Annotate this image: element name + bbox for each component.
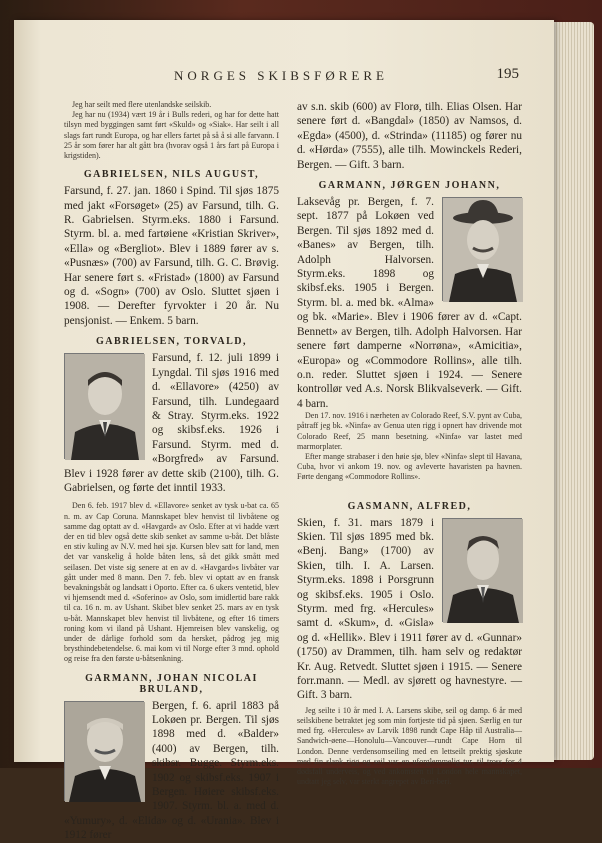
- entry-cont-garmann-johan: av s.n. skib (600) av Florø, tilh. Elias Olsen. Har senere ført d. «Bangdal» (1850) av Namsos, d. «Egda» (4500), d. «Strinda» (11185) og fører nu d. «Hørda» (7555), alle tilh. Mowinckels Rederi, Bergen. — Gift. 3 barn.: [297, 101, 522, 171]
- intro-note-2: Jeg har nu (1934) vært 19 år i Bulls rederi, og har for dette hatt tilsyn med byggingen samt ført «Skuld» og «Siak». Har seilt i all slags fart rundt Europa, og har ellers fartet på så å si alle farvann. I 25 år som fører har alt gått bra (hvorav også 1 års fart på Europa i krigstiden).: [64, 110, 279, 161]
- entry-heading-gabrielsen-torvald: GABRIELSEN, TORVALD,: [95, 336, 248, 348]
- entry-note-garmann-jorgen-2: Efter mange strabaser i den høie sjø, blev «Ninfa» slept til Havana, Cuba, hvor vi ankom 19. nov. og avleverte havaristen pa havnen. Førte dengang «Commodore Rollins».: [297, 451, 522, 482]
- page-edges: [548, 22, 594, 760]
- entry-body-garmann-jorgen: Laksevåg pr. Bergen, f. 7. sept. 1877 på Lokøen ved Bergen. Til sjøs 1892 med d. «Banes» av Bergen, tilh. Adolph Halvorsen. Styrm.eks. 1898 og skibsf.eks. 1905 i Bergen. Styrm. bl. a. med bk. «Alma» og bk. «Marie». Blev i 1906 fører av d. «Capt. Bennett» av Bergen, tilh. Adolph Halvorsen. Har senere ført damperne «Norrøna», «Amicitia», «Europa» og «Commodore Rollins», alle tilh. o.n. reder. Sluttet sjøen i 1924. — Senere kontrollør ved A.s. Norsk Blikvalseverk. — Gift. 4 barn.: [297, 196, 522, 410]
- running-title: NORGES SKIBSFØRERE: [174, 68, 388, 83]
- book-page: [14, 20, 554, 842]
- entry-note-gabrielsen-torvald: Den 6. feb. 1917 blev d. «Ellavore» senket av tysk u-bat ca. 65 n. m. av Cap Coruna. Mannskapet blev henvist til livbåtene og samme dag optatt av d. «Havgard» av Oslo. Efter at vi hadde vært der en tid blev også dette skib senket av samme u-båt. Det blåste en stiv kuling av N.V. med høi sjø. Kursen blev satt for land, men det var vanskelig å holde båten lens, så det gikk smått med seilasen. Det viste sig senere at en av d. «Havgard»s livbåter var gått under med 8 mann. Den 7. feb. blev vi optatt av en fransk bevakningsbåt og landsatt i Oporto. Efter ca. 6 ukers ventetid, blev vi hjemsendt med d. «Soferino» av Oslo, som imidlertid bare rakk til ca. 16 n. m. av Ushant. Skibet blev senket 25. mars av en tysk u-båt. Mannskapet blev henvist til livbåtene, og efter 16 timers roning kom vi iland på Ushant. Hjemreisen blev vanskelig, og under de dårlige forhold som da hersket, pådrog jeg mig brysthindebetendelse. 6. mai kom vi til Norge efter 3 mnd. ophold og reise fra den første u-båtsenkning.: [64, 501, 279, 664]
- intro-note-1: Jeg har seilt med flere utenlandske seilskib.: [72, 100, 212, 109]
- portrait-gasmann-alfred: [442, 518, 522, 622]
- portrait-garmann-johan: [64, 701, 144, 801]
- entry-heading-gabrielsen-nils: GABRIELSEN, NILS AUGUST,: [83, 169, 260, 181]
- page-number: 195: [496, 66, 519, 82]
- left-column: [64, 100, 279, 843]
- entry-note-gasmann-alfred: Jeg seilte i 10 år med I. A. Larsens skibe, seil og damp. 6 år med seilskibene betraktet jeg som min fortjeste tid på sjøen. Særlig en tur med frg. «Hercules» av Larvik 1898 rundt Cape Håp til Australia—Sandwich-øene—Honolulu—Vancouver—rundt Cape Horn til London. Denne verdensomseiling med en lettseilt prektig sjøskute med fin slank rigg og seil var en uforglemmelig tur, til tross for 4 dødsfall underveis, og ved ankomsten til London hele mannskapet, undtatt jeg selv, var sterkt angrepet av Beri-beri.: [297, 705, 522, 787]
- portrait-garmann-jorgen: [442, 197, 522, 301]
- page-header: [54, 66, 519, 86]
- entry-heading-garmann-jorgen: GARMANN, JØRGEN JOHANN,: [318, 180, 501, 192]
- entry-heading-garmann-johan: GARMANN, JOHAN NICOLAI BRULAND,: [85, 672, 258, 695]
- entry-body-gabrielsen-torvald: Farsund, f. 12. juli 1899 i Lyngdal. Til sjøs 1916 med d. «Ellavore» (4250) av Farsund, tilh. Lundegaard & Stray. Styrm.eks. 1922 og skibsf.eks. 1926 i Farsund. Styrm. med d. «Borgfred» av Farsund. Blev i 1928 fører av dette skib (2100), tilh. G. Gabrielsen, og førte det inntil 1933.: [64, 352, 279, 494]
- entry-heading-gasmann-alfred: GASMANN, ALFRED,: [347, 500, 472, 512]
- entry-body-gasmann-alfred: Skien, f. 31. mars 1879 i Skien. Til sjøs 1895 med bk. «Benj. Bang» (1700) av Skien, tilh. I. A. Larsen. Styrm.eks. 1898 i Porsgrunn og skibsf.eks. 1905 i Oslo. Styrm. med frg. «Hercules» samt d. «Skum», d. «Gisla» og d. «Hellik». Blev i 1911 fører av d. «Gunnar» (1750) av Drammen, tilh. ham selv og redaktør Kr. Aug. Retvedt. Sluttet sjøen i 1915. — Senere forr.mann. — Medl. av sjørett og havnestyre. — Gift. 3 barn.: [297, 516, 522, 702]
- portrait-gabrielsen-torvald: [64, 353, 144, 459]
- entry-body-gabrielsen-nils: Farsund, f. 27. jan. 1860 i Spind. Til sjøs 1875 med jakt «Forsøget» (25) av Farsund, tilh. G. R. Gabrielsen. Styrm.eks. 1880 i Farsund. Styrm. bl. a. med fartøiene «Kristian Skriver», «Ella» og «Bergliot». Blev i 1889 fører av s. «Pusnæs» (700) av Farsund, tilh. G. C. Brøvig. Har senere ført s. «Fristad» (1800) av Farsund og d. «Sogn» (700) av Oslo. Sluttet sjøen i 1908. — Derefter fyrvokter i 20 år. Nu pensjonist. — Enkem. 5 barn.: [64, 185, 279, 327]
- entry-note-garmann-jorgen-1: Den 17. nov. 1916 i nærheten av Colorado Reef, S.V. pynt av Cuba, påtraff jeg bk. «Ninfa» av Genua uten rigg i opnert hav drivende mot Colorado Reef, 25 mann besetning. «Ninfa» var lastet med marmorplater.: [297, 411, 522, 451]
- right-column: [297, 100, 522, 787]
- entry-body-garmann-johan: Bergen, f. 6. april 1883 på Lokøen pr. Bergen. Til sjøs 1898 med d. «Balder» (400) av Bergen, tilh. skibsr. Bugge. Styrm.eks. 1902 og skibsf.eks. 1907 i Bergen. Høiere skibsf.eks. 1907. Styrm. bl. a. med d. «Yumury», d. «Elida» og d. «Urania». Blev i 1912 fører: [64, 699, 279, 842]
